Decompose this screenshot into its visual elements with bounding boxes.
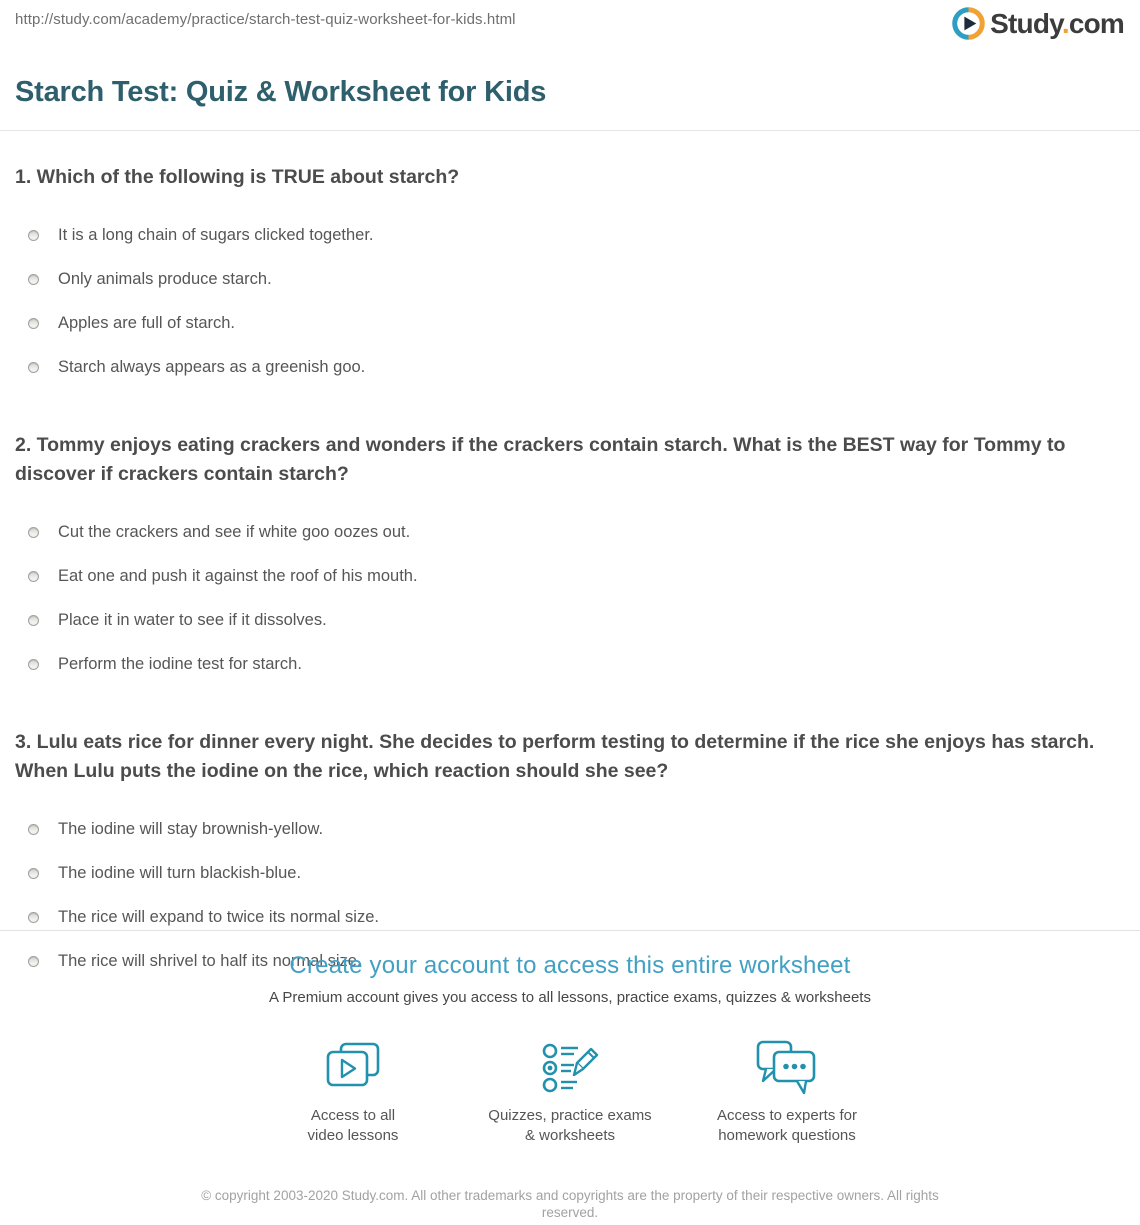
radio-button[interactable]: [28, 362, 39, 373]
option-label: The rice will shrivel to half its normal size.: [58, 952, 362, 970]
radio-button[interactable]: [28, 230, 39, 241]
option-label: It is a long chain of sugars clicked together.: [58, 226, 374, 244]
radio-button[interactable]: [28, 571, 39, 582]
quiz-body: [0, 131, 1140, 983]
page-header: [0, 0, 1140, 58]
option-label: The iodine will stay brownish-yellow.: [58, 820, 324, 838]
question-1-option-1[interactable]: [15, 213, 1125, 257]
question-3-heading: 3. Lulu eats rice for dinner every night. She decides to perform testing to determine if the rice she enjoys has starch. When Lulu puts the iodine on the rice, which reaction should she see?: [15, 731, 1095, 782]
expert-chat-icon: [755, 1039, 819, 1097]
copyright-notice: © copyright 2003-2020 Study.com. All other trademarks and copyrights are the property of their respective owners. All rights reserved.: [201, 1188, 939, 1220]
cta-heading[interactable]: Create your account to access this entire worksheet: [289, 952, 851, 979]
question-1: [15, 163, 1125, 389]
feature-label: Access to experts for homework questions: [716, 1107, 858, 1144]
question-2-option-4[interactable]: [15, 642, 1125, 686]
option-label: Only animals produce starch.: [58, 270, 272, 288]
radio-button[interactable]: [28, 318, 39, 329]
question-2-heading: 2. Tommy enjoys eating crackers and wonders if the crackers contain starch. What is the BEST way for Tommy to discover if crackers contain starch?: [15, 434, 1066, 485]
radio-button[interactable]: [28, 527, 39, 538]
option-label: Apples are full of starch.: [58, 314, 236, 332]
option-label: The iodine will turn blackish-blue.: [58, 864, 302, 882]
question-2-option-3[interactable]: [15, 598, 1125, 642]
feature-label: Access to all video lessons: [307, 1107, 399, 1144]
feature-quizzes: [462, 1039, 679, 1146]
features-row: [0, 1039, 1140, 1146]
cta-subheading: A Premium account gives you access to all lessons, practice exams, quizzes & worksheets: [269, 989, 871, 1006]
radio-button[interactable]: [28, 659, 39, 670]
studycom-logo[interactable]: [952, 7, 1124, 40]
studycom-logo-icon: [952, 7, 985, 40]
question-1-heading: 1. Which of the following is TRUE about starch?: [15, 166, 460, 188]
option-label: Cut the crackers and see if white goo oozes out.: [58, 523, 411, 541]
radio-button[interactable]: [28, 868, 39, 879]
radio-button[interactable]: [28, 615, 39, 626]
feature-label: Quizzes, practice exams & worksheets: [488, 1107, 652, 1144]
feature-experts: [679, 1039, 896, 1146]
option-label: The rice will expand to twice its normal size.: [58, 908, 379, 926]
video-lessons-icon: [324, 1039, 382, 1097]
option-label: Place it in water to see if it dissolves.: [58, 611, 327, 629]
page-title: Starch Test: Quiz & Worksheet for Kids: [15, 76, 547, 108]
studycom-logo-text: Study.com: [990, 7, 1124, 39]
option-label: Starch always appears as a greenish goo.: [58, 358, 366, 376]
radio-button[interactable]: [28, 274, 39, 285]
question-1-option-3[interactable]: [15, 301, 1125, 345]
question-2-option-2[interactable]: [15, 554, 1125, 598]
question-1-option-2[interactable]: [15, 257, 1125, 301]
quiz-worksheet-icon: [540, 1039, 600, 1097]
option-label: Eat one and push it against the roof of his mouth.: [58, 567, 418, 585]
page-url: http://study.com/academy/practice/starch-test-quiz-worksheet-for-kids.html: [15, 11, 516, 28]
cta-section: [0, 930, 1140, 1221]
question-2-option-1[interactable]: [15, 510, 1125, 554]
feature-video-lessons: [245, 1039, 462, 1146]
option-label: Perform the iodine test for starch.: [58, 655, 302, 673]
question-3-option-1[interactable]: [15, 807, 1125, 851]
question-2: [15, 431, 1125, 686]
question-1-option-4[interactable]: [15, 345, 1125, 389]
question-3-option-2[interactable]: [15, 851, 1125, 895]
radio-button[interactable]: [28, 824, 39, 835]
radio-button[interactable]: [28, 912, 39, 923]
